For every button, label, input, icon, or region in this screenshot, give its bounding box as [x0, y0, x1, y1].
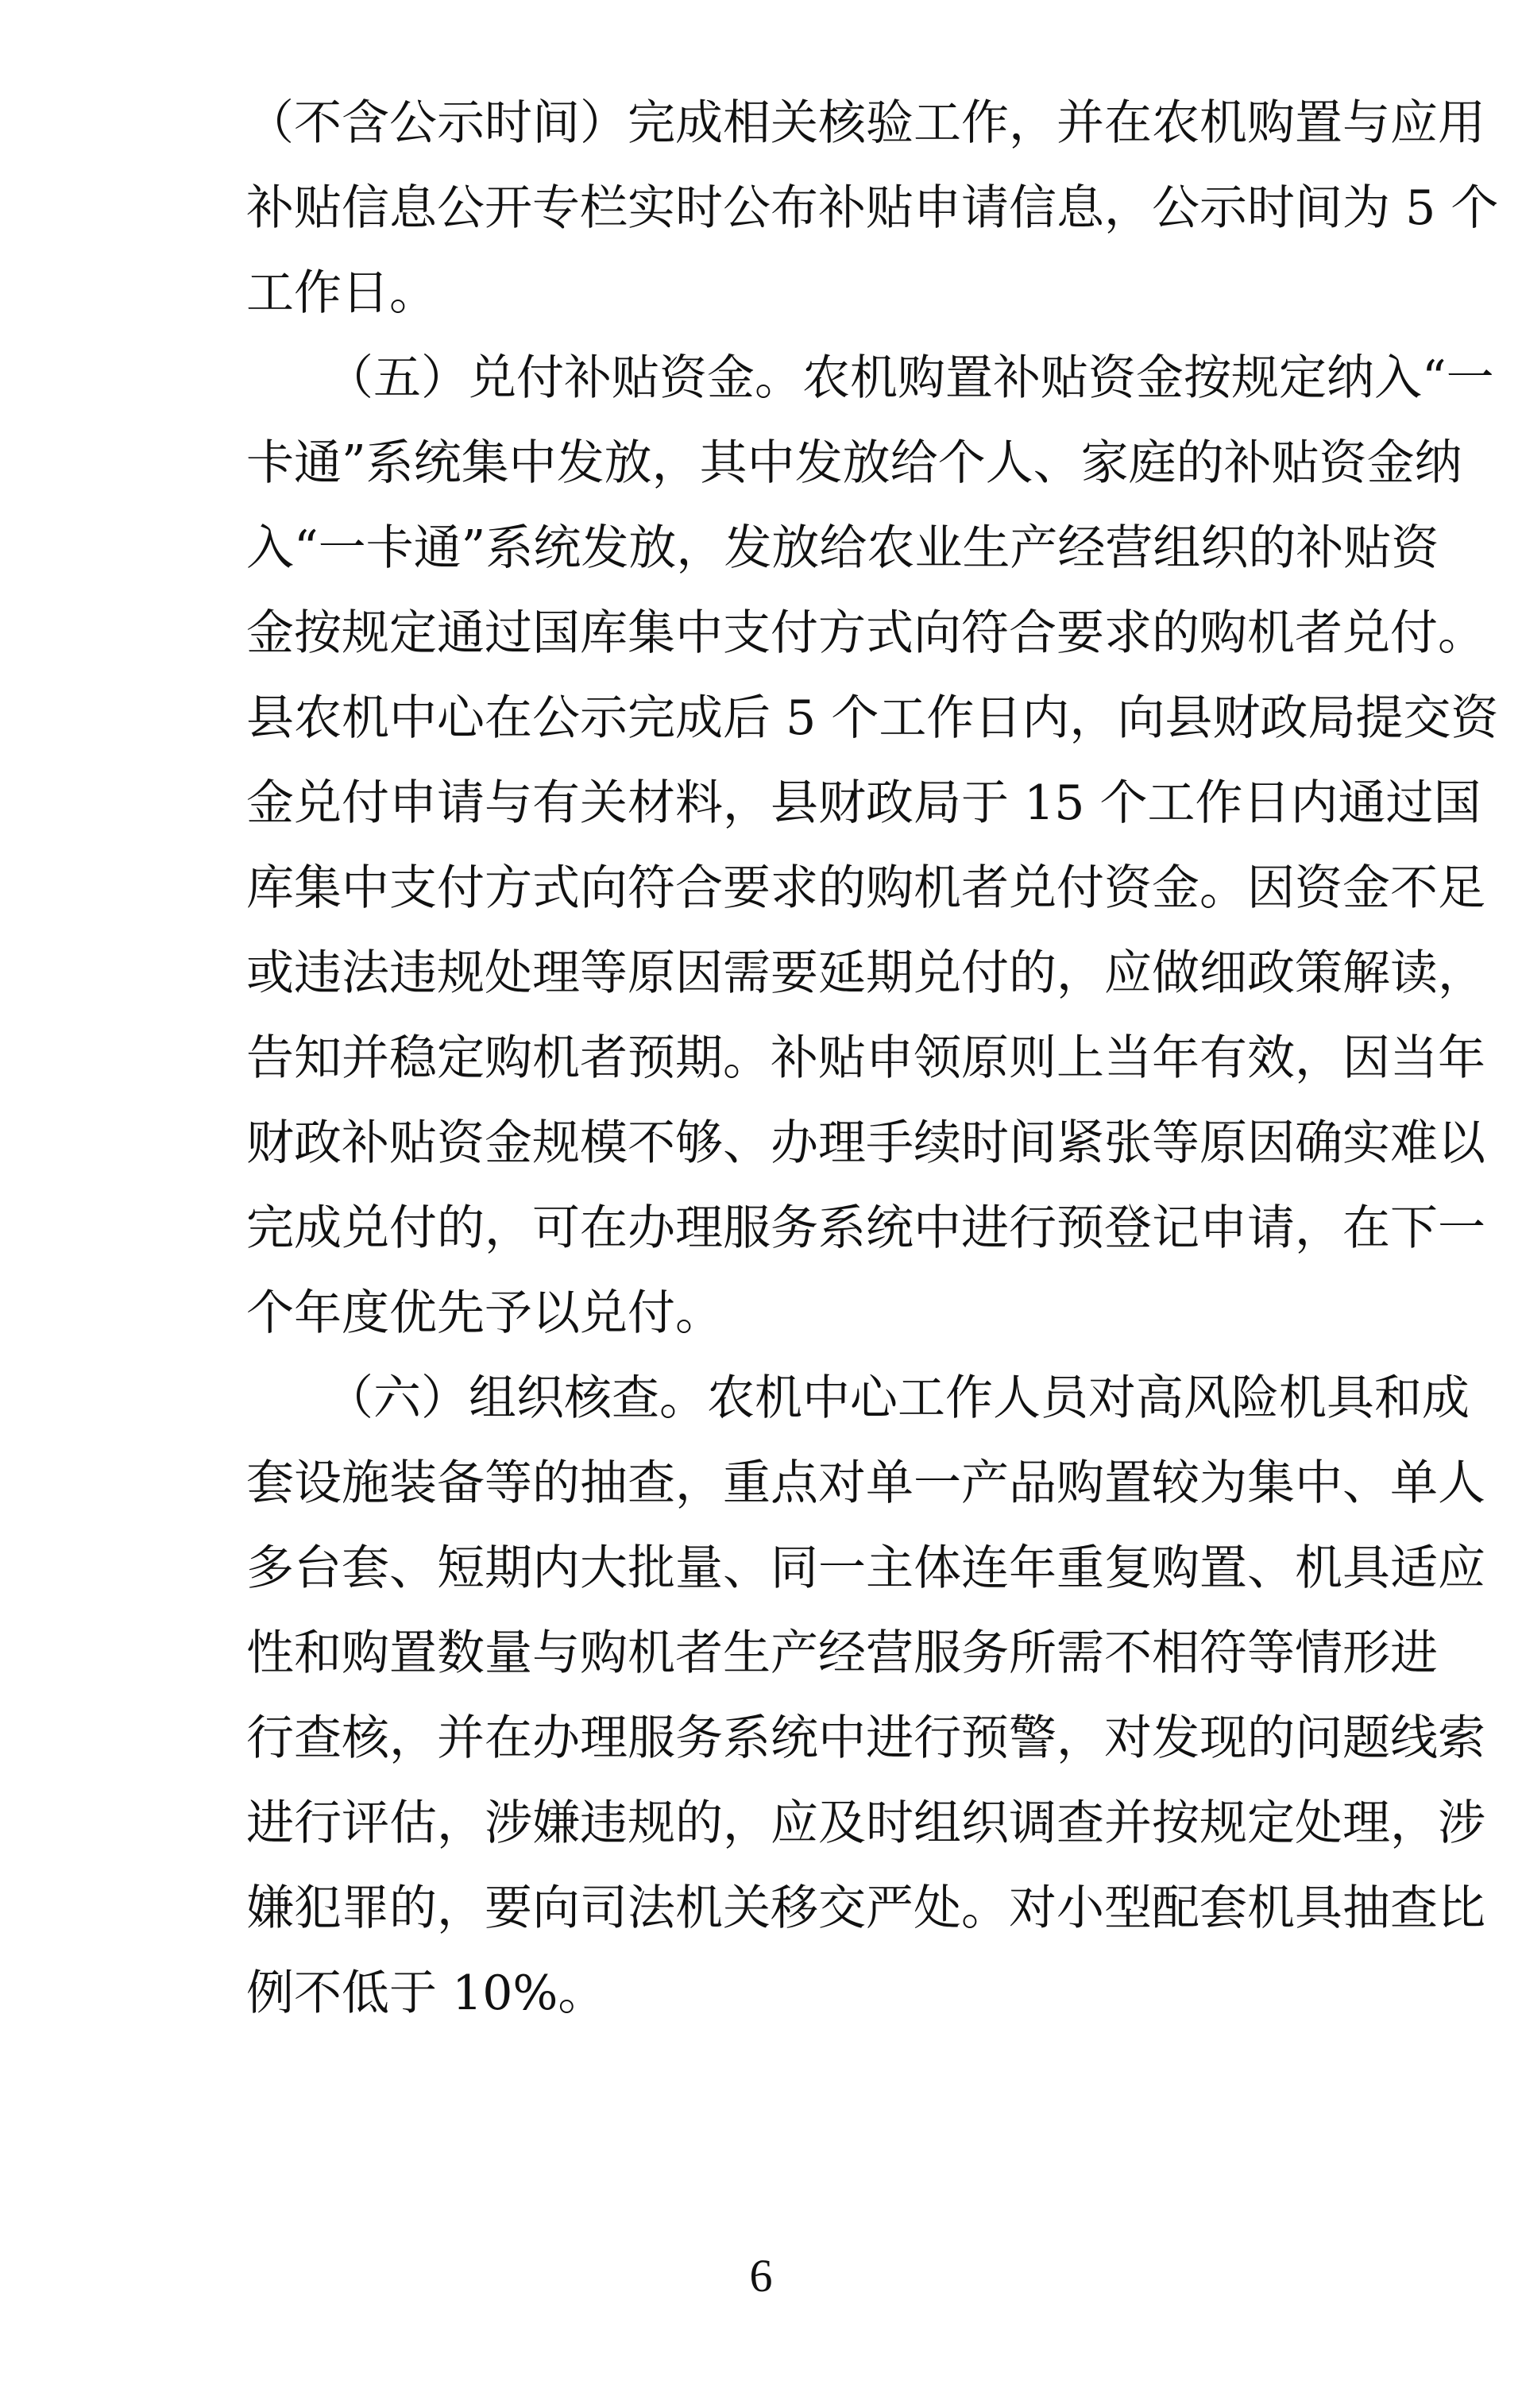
paragraph-2-line-11: 完成兑付的，可在办理服务系统中进行预登记申请，在下一 [246, 1200, 1485, 1256]
paragraph-2-line-5: 县农机中心在公示完成后 5 个工作日内，向县财政局提交资 [246, 690, 1499, 746]
paragraph-3-line-3: 多台套、短期内大批量、同一主体连年重复购置、机具适应 [246, 1540, 1485, 1596]
paragraph-2-line-6: 金兑付申请与有关材料，县财政局于 15 个工作日内通过国 [246, 775, 1481, 831]
paragraph-1-line-3: 工作日。 [246, 265, 437, 321]
paragraph-3-line-5: 行查核，并在办理服务系统中进行预警，对发现的问题线索 [246, 1710, 1485, 1766]
paragraph-2-line-4: 金按规定通过国库集中支付方式向符合要求的购机者兑付。 [246, 605, 1485, 661]
paragraph-3-line-6: 进行评估，涉嫌违规的，应及时组织调查并按规定处理，涉 [246, 1795, 1485, 1851]
paragraph-2-line-2: 卡通”系统集中发放，其中发放给个人、家庭的补贴资金纳 [246, 435, 1462, 491]
paragraph-3-line-8: 例不低于 10%。 [246, 1965, 606, 2021]
paragraph-2-line-7: 库集中支付方式向符合要求的购机者兑付资金。因资金不足 [246, 860, 1485, 916]
page-number: 6 [749, 2250, 773, 2302]
paragraph-3-line-1: （六）组织核查。农机中心工作人员对高风险机具和成 [326, 1370, 1470, 1426]
paragraph-3-line-7: 嫌犯罪的，要向司法机关移交严处。对小型配套机具抽查比 [246, 1880, 1485, 1936]
paragraph-2-line-3: 入“一卡通”系统发放，发放给农业生产经营组织的补贴资 [246, 520, 1439, 576]
paragraph-2-line-10: 财政补贴资金规模不够、办理手续时间紧张等原因确实难以 [246, 1115, 1485, 1171]
paragraph-2-line-8: 或违法违规处理等原因需要延期兑付的，应做细政策解读， [246, 945, 1485, 1001]
paragraph-3-line-4: 性和购置数量与购机者生产经营服务所需不相符等情形进 [246, 1625, 1438, 1681]
paragraph-1-line-1: （不含公示时间）完成相关核验工作，并在农机购置与应用 [246, 95, 1485, 151]
paragraph-2-line-9: 告知并稳定购机者预期。补贴申领原则上当年有效，因当年 [246, 1030, 1485, 1086]
paragraph-3-line-2: 套设施装备等的抽查，重点对单一产品购置较为集中、单人 [246, 1455, 1485, 1511]
paragraph-2-line-12: 个年度优先予以兑付。 [246, 1285, 723, 1341]
paragraph-2-line-1: （五）兑付补贴资金。农机购置补贴资金按规定纳入“一 [326, 350, 1494, 406]
paragraph-1-line-2: 补贴信息公开专栏实时公布补贴申请信息，公示时间为 5 个 [246, 180, 1499, 236]
